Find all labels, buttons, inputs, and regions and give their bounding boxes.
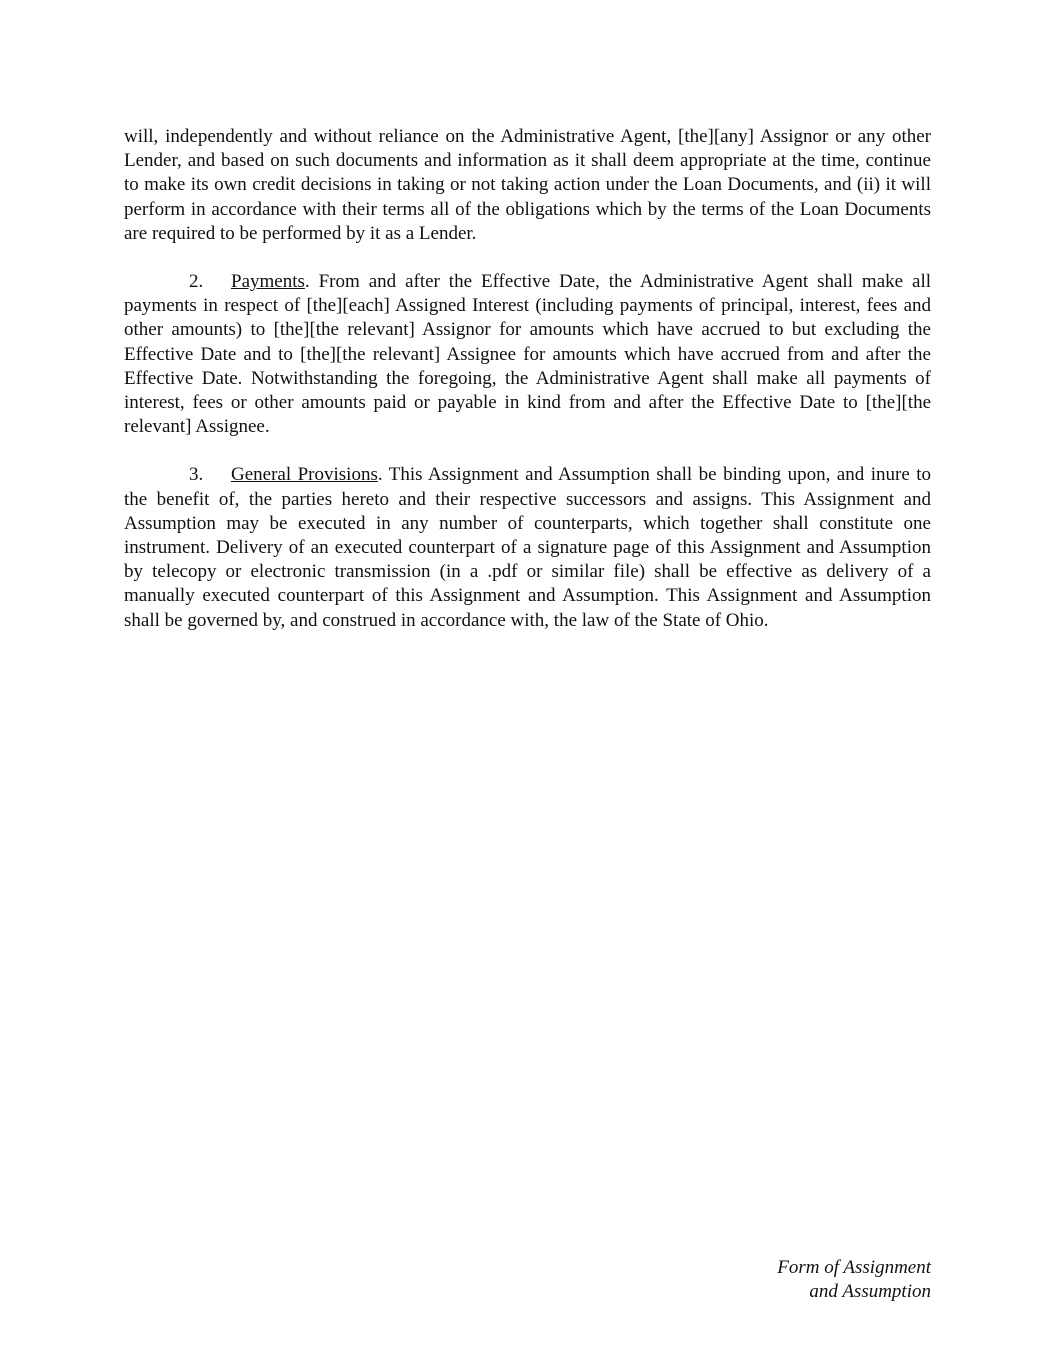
continuation-paragraph xyxy=(124,125,931,246)
section-general-provisions xyxy=(124,463,931,632)
document-body xyxy=(124,125,931,657)
section-number: 3. xyxy=(189,464,204,486)
section-heading: Payments xyxy=(231,271,305,293)
section-payments xyxy=(124,270,931,439)
paragraph-text: . From and after the Effective Date, the Administrative Agent shall make all payments in respect of [the][each] Assigned Interest (including payments of principal, interest, fees and other amounts) to [the][the relevant] Assignor for amounts which have accrued to but excluding the Effective Date and to [the][the relevant] Assignee for amounts which have accrued from and after the Effective Date. Notwithstanding the foregoing, the Administrative Agent shall make all payments of interest, fees or other amounts paid or payable in kind from and after the Effective Date to [the][the relevant] Assignee. xyxy=(124,271,931,438)
page-footer xyxy=(777,1256,931,1304)
paragraph-text: will, independently and without reliance on the Administrative Agent, [the][any] Assignor or any other Lender, and based on such documents and information as it shall deem appropriate at the time, continue to make its own credit decisions in taking or not taking action under the Loan Documents, and (ii) it will perform in accordance with their terms all of the obligations which by the terms of the Loan Documents are required to be performed by it as a Lender. xyxy=(124,126,931,244)
footer-line-2: and Assumption xyxy=(809,1281,931,1303)
section-number: 2. xyxy=(189,271,204,293)
footer-line-1: Form of Assignment xyxy=(777,1257,931,1278)
section-heading: General Provisions xyxy=(231,464,378,486)
paragraph-text: . This Assignment and Assumption shall be binding upon, and inure to the benefit of, the parties hereto and their respective successors and assigns. This Assignment and Assumption may be executed in any number of counterparts, which together shall constitute one instrument. Delivery of an executed counterpart of a signature page of this Assignment and Assumption by telecopy or electronic transmission (in a .pdf or similar file) shall be effective as delivery of a manually executed counterpart of this Assignment and Assumption. This Assignment and Assumption shall be governed by, and construed in accordance with, the law of the State of Ohio. xyxy=(124,464,931,631)
